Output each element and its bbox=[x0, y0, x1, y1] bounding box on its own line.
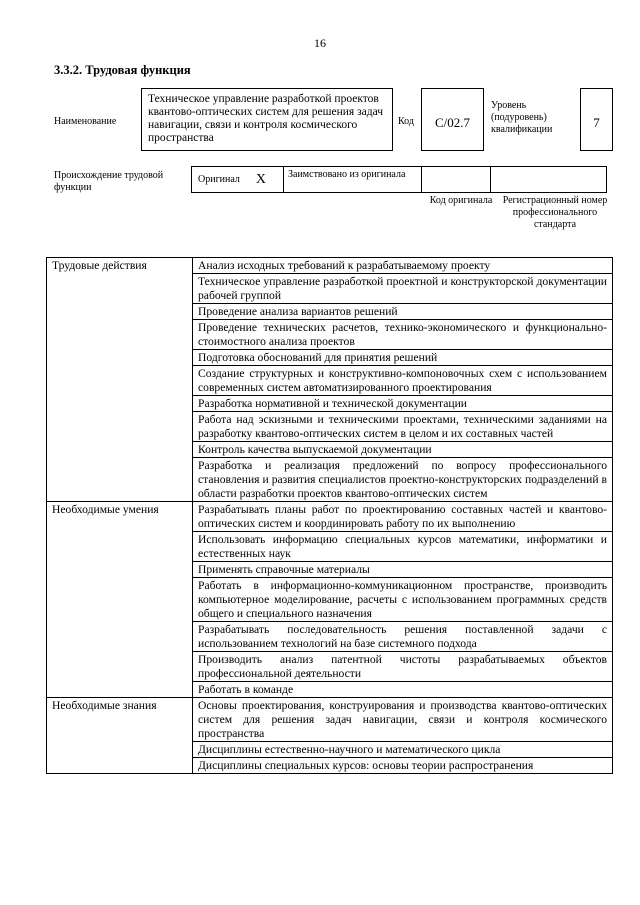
original-code-cell bbox=[421, 166, 491, 193]
table-row bbox=[47, 698, 613, 742]
original-label: Оригинал bbox=[198, 174, 240, 185]
section-title: 3.3.2. Трудовая функция bbox=[54, 63, 191, 77]
item-cell: Проведение анализа вариантов решений bbox=[193, 304, 613, 320]
item-cell: Основы проектирования, конструирования и производства квантово-оптических систем для решения задач навигации, связи и контроля космического пространства bbox=[193, 698, 613, 742]
code-value-box: C/02.7 bbox=[421, 88, 484, 151]
item-cell: Техническое управление разработкой проектной и конструкторской документации рабочей группой bbox=[193, 274, 613, 304]
item-cell: Разрабатывать планы работ по проектированию составных частей и квантово-оптических систем и координировать работу по их выполнению bbox=[193, 502, 613, 532]
code-label: Код bbox=[398, 116, 414, 127]
item-cell: Дисциплины специальных курсов: основы теории распространения bbox=[193, 758, 613, 774]
category-cell: Необходимые умения bbox=[47, 502, 193, 698]
table-row bbox=[47, 258, 613, 274]
page-number: 16 bbox=[314, 36, 326, 50]
code-caption: Код оригинала bbox=[429, 195, 493, 206]
item-cell: Подготовка обоснований для принятия решений bbox=[193, 350, 613, 366]
registration-number-cell bbox=[490, 166, 607, 193]
item-cell: Разработка и реализация предложений по вопросу профессионального становления и развития специалистов проектно-конструкторских подразделений в области разработки проектов квантово-оптических систем bbox=[193, 458, 613, 502]
item-cell: Контроль качества выпускаемой документации bbox=[193, 442, 613, 458]
original-mark: X bbox=[255, 171, 267, 187]
borrowed-cell: Заимствовано из оригинала bbox=[283, 166, 422, 193]
item-cell: Работать в команде bbox=[193, 682, 613, 698]
original-cell bbox=[191, 166, 284, 193]
item-cell: Производить анализ патентной чистоты разрабатываемых объектов профессиональной деятельности bbox=[193, 652, 613, 682]
item-cell: Разрабатывать последовательность решения поставленной задачи с использованием технологий на базе системного подхода bbox=[193, 622, 613, 652]
item-cell: Проведение технических расчетов, технико-экономического и функционально-стоимостного анализа проектов bbox=[193, 320, 613, 350]
item-cell: Разработка нормативной и технической документации bbox=[193, 396, 613, 412]
item-cell: Использовать информацию специальных курсов математики, информатики и естественных наук bbox=[193, 532, 613, 562]
category-cell: Трудовые действия bbox=[47, 258, 193, 502]
origin-label: Происхождение трудовой функции bbox=[54, 170, 164, 193]
level-value-box: 7 bbox=[580, 88, 613, 151]
item-cell: Дисциплины естественно-научного и математического цикла bbox=[193, 742, 613, 758]
name-label: Наименование bbox=[54, 116, 117, 127]
item-cell: Применять справочные материалы bbox=[193, 562, 613, 578]
table-row bbox=[47, 502, 613, 532]
level-label: Уровень (подуровень) квалификации bbox=[491, 100, 553, 135]
function-details-table bbox=[46, 257, 613, 774]
origin-row bbox=[192, 166, 607, 193]
registration-caption: Регистрационный номер профессионального стандарта bbox=[502, 195, 608, 230]
item-cell: Анализ исходных требований к разрабатываемому проекту bbox=[193, 258, 613, 274]
item-cell: Работа над эскизными и техническими проектами, техническими заданиями на разработку квантово-оптических систем в целом и их составных частей bbox=[193, 412, 613, 442]
function-name-box: Техническое управление разработкой проектов квантово-оптических систем для решения задач навигации, связи и контроля космического пространства bbox=[141, 88, 393, 151]
item-cell: Работать в информационно-коммуникационном пространстве, производить компьютерное моделирование, расчеты с использованием программных средств общего и специального назначения bbox=[193, 578, 613, 622]
category-cell: Необходимые знания bbox=[47, 698, 193, 774]
item-cell: Создание структурных и конструктивно-компоновочных схем с использованием современных систем автоматизированного проектирования bbox=[193, 366, 613, 396]
